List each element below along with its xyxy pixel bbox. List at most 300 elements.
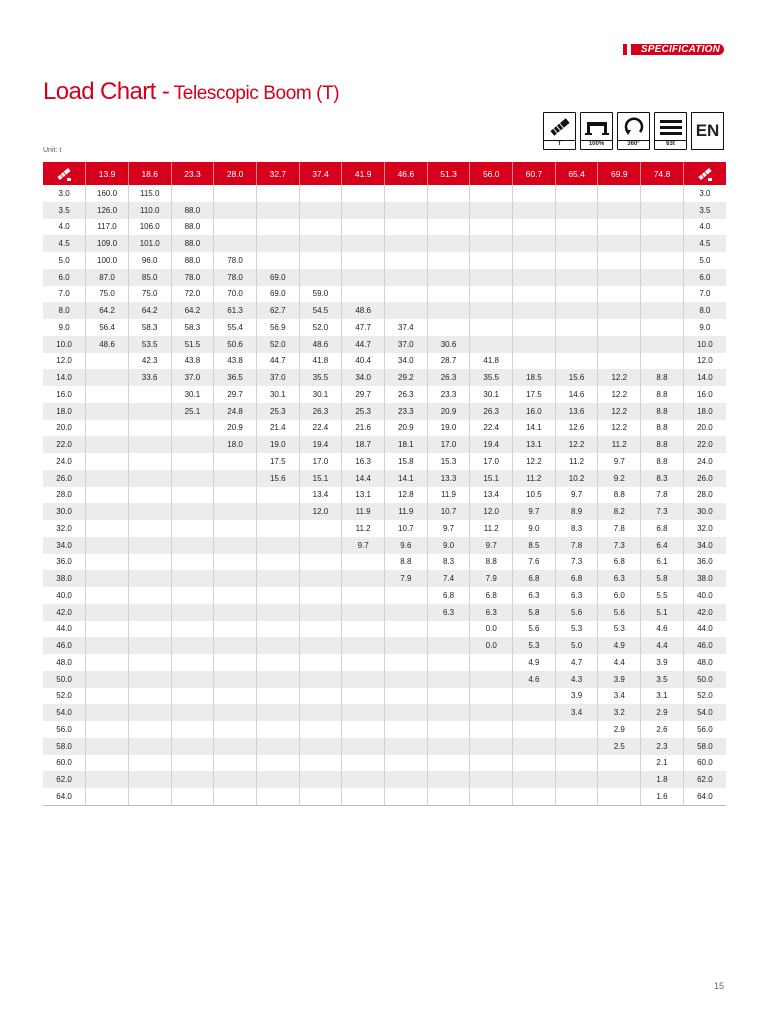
load-cell — [342, 771, 385, 788]
load-cell — [513, 202, 556, 219]
load-cell: 6.3 — [470, 604, 513, 621]
load-cell: 22.4 — [470, 420, 513, 437]
load-cell: 6.3 — [427, 604, 470, 621]
load-cell — [513, 755, 556, 772]
load-cell: 100.0 — [86, 252, 129, 269]
radius-cell: 54.0 — [43, 704, 86, 721]
load-cell: 6.8 — [555, 570, 598, 587]
load-cell — [171, 637, 214, 654]
load-cell: 87.0 — [86, 269, 129, 286]
table-row — [43, 554, 726, 571]
load-cell — [256, 252, 299, 269]
radius-cell: 62.0 — [43, 771, 86, 788]
load-cell — [256, 704, 299, 721]
load-cell: 12.2 — [555, 436, 598, 453]
load-cell — [385, 654, 428, 671]
load-cell: 3.4 — [598, 688, 641, 705]
load-cell — [342, 604, 385, 621]
load-cell — [555, 755, 598, 772]
page-title — [43, 78, 339, 106]
radius-cell-right: 54.0 — [683, 704, 726, 721]
load-cell — [555, 721, 598, 738]
load-cell: 9.7 — [513, 503, 556, 520]
load-cell — [256, 738, 299, 755]
load-cell — [385, 269, 428, 286]
load-cell — [641, 269, 684, 286]
title-main: Load Chart - — [43, 78, 170, 105]
load-cell: 11.2 — [470, 520, 513, 537]
load-cell — [86, 369, 129, 386]
load-cell: 8.2 — [598, 503, 641, 520]
load-cell: 4.6 — [641, 621, 684, 638]
load-cell: 13.6 — [555, 403, 598, 420]
load-cell — [470, 319, 513, 336]
load-cell: 22.4 — [299, 420, 342, 437]
load-cell: 8.5 — [513, 537, 556, 554]
load-cell — [598, 336, 641, 353]
load-cell — [385, 604, 428, 621]
load-cell — [256, 604, 299, 621]
load-cell — [171, 587, 214, 604]
load-cell — [299, 688, 342, 705]
load-cell: 8.8 — [641, 420, 684, 437]
load-cell — [555, 319, 598, 336]
load-cell — [214, 771, 257, 788]
load-cell: 2.9 — [641, 704, 684, 721]
load-cell: 64.2 — [86, 302, 129, 319]
load-cell — [513, 738, 556, 755]
load-cell — [214, 537, 257, 554]
table-header-row — [43, 162, 726, 185]
load-cell — [256, 688, 299, 705]
table-row — [43, 520, 726, 537]
load-cell — [427, 185, 470, 202]
load-cell: 12.8 — [385, 487, 428, 504]
load-cell — [342, 788, 385, 805]
icon-label: 360° — [618, 140, 649, 149]
load-cell: 6.3 — [598, 570, 641, 587]
load-cell — [86, 771, 129, 788]
load-cell: 6.3 — [513, 587, 556, 604]
load-cell — [128, 688, 171, 705]
load-cell: 15.8 — [385, 453, 428, 470]
table-row — [43, 319, 726, 336]
load-cell — [385, 219, 428, 236]
load-cell — [86, 386, 129, 403]
load-cell: 17.0 — [470, 453, 513, 470]
load-cell — [256, 520, 299, 537]
load-cell: 19.0 — [256, 436, 299, 453]
load-cell: 4.4 — [641, 637, 684, 654]
load-cell — [214, 487, 257, 504]
load-cell — [470, 688, 513, 705]
load-cell — [299, 771, 342, 788]
load-cell — [214, 520, 257, 537]
load-cell: 5.3 — [555, 621, 598, 638]
load-cell — [385, 202, 428, 219]
load-cell: 9.7 — [427, 520, 470, 537]
load-cell — [385, 587, 428, 604]
load-cell — [86, 604, 129, 621]
radius-cell: 60.0 — [43, 755, 86, 772]
load-cell: 7.8 — [598, 520, 641, 537]
load-cell: 9.6 — [385, 537, 428, 554]
load-cell — [86, 503, 129, 520]
load-cell: 78.0 — [214, 252, 257, 269]
load-cell — [171, 436, 214, 453]
boom-length-header: 41.9 — [342, 162, 385, 185]
load-cell: 37.4 — [385, 319, 428, 336]
load-cell — [342, 621, 385, 638]
load-cell: 160.0 — [86, 185, 129, 202]
table-row — [43, 369, 726, 386]
load-cell: 10.5 — [513, 487, 556, 504]
load-cell: 4.9 — [513, 654, 556, 671]
load-cell — [513, 688, 556, 705]
load-cell — [342, 637, 385, 654]
radius-header-icon-right — [683, 162, 726, 185]
load-cell — [385, 235, 428, 252]
load-cell — [342, 219, 385, 236]
load-cell: 88.0 — [171, 235, 214, 252]
load-cell — [256, 788, 299, 805]
load-cell: 37.0 — [256, 369, 299, 386]
load-cell — [385, 771, 428, 788]
load-cell: 106.0 — [128, 219, 171, 236]
load-cell — [86, 704, 129, 721]
load-cell — [385, 252, 428, 269]
load-cell: 42.3 — [128, 353, 171, 370]
table-row — [43, 470, 726, 487]
load-cell: 37.0 — [171, 369, 214, 386]
icon-label: 100% — [581, 140, 612, 149]
load-cell — [385, 688, 428, 705]
radius-cell: 3.5 — [43, 202, 86, 219]
load-cell — [299, 637, 342, 654]
load-cell — [427, 235, 470, 252]
load-cell — [641, 252, 684, 269]
load-cell: 9.0 — [513, 520, 556, 537]
load-cell — [86, 688, 129, 705]
load-cell: 56.9 — [256, 319, 299, 336]
load-cell: 53.5 — [128, 336, 171, 353]
load-cell — [86, 721, 129, 738]
table-row — [43, 671, 726, 688]
load-cell — [342, 671, 385, 688]
radius-header-icon — [43, 162, 86, 185]
load-cell — [385, 721, 428, 738]
load-cell — [128, 403, 171, 420]
load-cell — [470, 269, 513, 286]
load-cell — [256, 721, 299, 738]
load-cell — [342, 755, 385, 772]
load-cell — [299, 738, 342, 755]
radius-cell: 22.0 — [43, 436, 86, 453]
radius-cell-right: 50.0 — [683, 671, 726, 688]
load-cell — [641, 302, 684, 319]
load-cell — [385, 302, 428, 319]
load-cell: 88.0 — [171, 202, 214, 219]
table-row — [43, 353, 726, 370]
load-cell: 6.4 — [641, 537, 684, 554]
load-cell: 7.3 — [598, 537, 641, 554]
table-row — [43, 286, 726, 303]
load-cell — [598, 219, 641, 236]
radius-cell-right: 8.0 — [683, 302, 726, 319]
load-cell — [171, 503, 214, 520]
table-row — [43, 252, 726, 269]
load-cell — [171, 688, 214, 705]
load-cell — [342, 570, 385, 587]
table-row — [43, 771, 726, 788]
load-cell: 29.7 — [342, 386, 385, 403]
boom-length-header: 28.0 — [214, 162, 257, 185]
load-cell: 52.0 — [299, 319, 342, 336]
table-row — [43, 235, 726, 252]
load-cell: 19.4 — [299, 436, 342, 453]
load-cell: 17.5 — [513, 386, 556, 403]
load-cell — [86, 554, 129, 571]
load-cell — [256, 671, 299, 688]
load-cell: 14.1 — [513, 420, 556, 437]
load-cell — [342, 269, 385, 286]
load-cell: 78.0 — [171, 269, 214, 286]
load-cell: 5.8 — [513, 604, 556, 621]
load-cell: 5.3 — [513, 637, 556, 654]
load-cell: 4.9 — [598, 637, 641, 654]
radius-cell: 26.0 — [43, 470, 86, 487]
load-cell — [86, 587, 129, 604]
load-cell — [427, 688, 470, 705]
boom-length-header: 37.4 — [299, 162, 342, 185]
load-cell — [128, 788, 171, 805]
load-cell — [128, 604, 171, 621]
load-cell — [342, 587, 385, 604]
load-cell — [641, 219, 684, 236]
radius-cell-right: 46.0 — [683, 637, 726, 654]
load-cell — [299, 721, 342, 738]
load-cell: 62.7 — [256, 302, 299, 319]
boom-length-header: 60.7 — [513, 162, 556, 185]
load-cell: 7.8 — [555, 537, 598, 554]
table-row — [43, 637, 726, 654]
load-cell: 25.1 — [171, 403, 214, 420]
load-cell — [342, 654, 385, 671]
load-cell — [513, 269, 556, 286]
boom-length-header: 69.9 — [598, 162, 641, 185]
load-cell — [427, 319, 470, 336]
load-cell — [86, 403, 129, 420]
load-cell — [214, 587, 257, 604]
load-cell: 23.3 — [427, 386, 470, 403]
load-cell: 33.6 — [128, 369, 171, 386]
table-row — [43, 721, 726, 738]
load-cell: 2.6 — [641, 721, 684, 738]
load-cell — [128, 570, 171, 587]
load-cell: 6.8 — [641, 520, 684, 537]
radius-cell-right: 6.0 — [683, 269, 726, 286]
table-row — [43, 219, 726, 236]
load-cell — [171, 185, 214, 202]
load-cell — [641, 319, 684, 336]
load-cell: 5.6 — [513, 621, 556, 638]
load-cell — [299, 202, 342, 219]
load-cell — [513, 704, 556, 721]
telescopic-boom-icon — [543, 112, 576, 150]
radius-cell: 46.0 — [43, 637, 86, 654]
load-cell — [128, 671, 171, 688]
load-cell: 10.7 — [385, 520, 428, 537]
rotation-icon — [617, 112, 650, 150]
load-cell: 48.6 — [299, 336, 342, 353]
load-cell — [470, 219, 513, 236]
load-cell — [299, 704, 342, 721]
load-cell — [555, 219, 598, 236]
load-cell — [128, 520, 171, 537]
load-cell — [555, 269, 598, 286]
boom-length-header: 56.0 — [470, 162, 513, 185]
load-cell — [427, 654, 470, 671]
load-cell — [299, 654, 342, 671]
load-cell — [171, 621, 214, 638]
table-row — [43, 185, 726, 202]
load-cell: 52.0 — [256, 336, 299, 353]
radius-cell-right: 36.0 — [697, 557, 713, 567]
load-cell: 11.2 — [598, 436, 641, 453]
load-cell — [427, 252, 470, 269]
load-cell — [171, 671, 214, 688]
load-cell — [598, 771, 641, 788]
load-cell — [214, 738, 257, 755]
load-cell: 12.6 — [555, 420, 598, 437]
load-cell — [427, 788, 470, 805]
load-chart-table — [43, 162, 726, 806]
load-cell: 18.1 — [385, 436, 428, 453]
load-cell — [555, 235, 598, 252]
radius-cell-right: 64.0 — [683, 788, 726, 805]
load-cell — [470, 671, 513, 688]
load-cell — [470, 771, 513, 788]
radius-cell-right: 28.0 — [697, 490, 713, 500]
load-cell: 26.3 — [299, 403, 342, 420]
load-cell — [171, 554, 214, 571]
radius-cell-right: 42.0 — [683, 604, 726, 621]
table-row — [43, 621, 726, 638]
load-cell — [641, 235, 684, 252]
load-cell — [128, 637, 171, 654]
boom-length-header: 18.6 — [128, 162, 171, 185]
radius-cell: 10.0 — [43, 336, 86, 353]
load-cell: 69.0 — [256, 286, 299, 303]
load-cell — [385, 755, 428, 772]
load-cell: 19.4 — [470, 436, 513, 453]
load-cell: 8.8 — [385, 554, 428, 571]
load-cell — [86, 353, 129, 370]
table-row — [43, 336, 726, 353]
load-cell — [299, 520, 342, 537]
load-cell — [299, 269, 342, 286]
load-cell — [513, 319, 556, 336]
load-cell: 56.4 — [86, 319, 129, 336]
load-cell: 13.4 — [470, 487, 513, 504]
load-cell — [598, 252, 641, 269]
load-cell — [171, 470, 214, 487]
boom-length-header: 46.6 — [385, 162, 428, 185]
load-cell: 20.9 — [385, 420, 428, 437]
radius-cell-right: 22.0 — [683, 436, 726, 453]
load-cell: 12.2 — [598, 386, 641, 403]
load-cell: 11.2 — [513, 470, 556, 487]
load-cell: 4.7 — [555, 654, 598, 671]
load-cell: 23.3 — [385, 403, 428, 420]
table-row — [43, 788, 726, 805]
load-cell — [470, 654, 513, 671]
load-cell: 30.6 — [427, 336, 470, 353]
load-cell: 13.3 — [427, 470, 470, 487]
table-row — [43, 269, 726, 286]
load-cell: 44.7 — [256, 353, 299, 370]
load-cell: 11.9 — [342, 503, 385, 520]
load-cell — [427, 202, 470, 219]
load-cell — [214, 621, 257, 638]
load-cell — [214, 453, 257, 470]
load-cell — [256, 185, 299, 202]
radius-cell: 64.0 — [43, 788, 86, 805]
load-cell — [513, 721, 556, 738]
radius-cell: 18.0 — [43, 403, 86, 420]
load-cell — [385, 286, 428, 303]
load-cell: 117.0 — [86, 219, 129, 236]
radius-cell: 6.0 — [43, 269, 86, 286]
load-cell: 41.8 — [299, 353, 342, 370]
radius-cell-right: 4.5 — [683, 235, 726, 252]
table-row — [43, 755, 726, 772]
table-row — [43, 453, 726, 470]
load-cell — [342, 688, 385, 705]
load-cell: 78.0 — [214, 269, 257, 286]
load-cell — [214, 671, 257, 688]
load-cell — [128, 621, 171, 638]
load-cell — [641, 336, 684, 353]
load-cell: 5.6 — [598, 604, 641, 621]
load-cell: 30.1 — [470, 386, 513, 403]
table-row — [43, 688, 726, 705]
load-cell — [470, 185, 513, 202]
boom-length-header: 23.3 — [171, 162, 214, 185]
load-cell — [641, 185, 684, 202]
load-cell — [171, 420, 214, 437]
load-cell: 75.0 — [86, 286, 129, 303]
load-cell — [214, 721, 257, 738]
table-row — [43, 604, 726, 621]
load-cell: 8.8 — [598, 487, 641, 504]
load-cell — [385, 738, 428, 755]
load-cell: 11.2 — [555, 453, 598, 470]
icon-label: 63t — [655, 140, 686, 149]
load-cell — [470, 721, 513, 738]
load-cell — [128, 503, 171, 520]
load-cell — [128, 537, 171, 554]
load-cell — [128, 771, 171, 788]
load-cell — [513, 336, 556, 353]
load-cell: 10.7 — [427, 503, 470, 520]
load-cell: 15.1 — [470, 470, 513, 487]
load-cell — [555, 252, 598, 269]
load-cell — [470, 755, 513, 772]
load-cell: 3.2 — [598, 704, 641, 721]
load-cell — [513, 219, 556, 236]
load-cell — [555, 336, 598, 353]
